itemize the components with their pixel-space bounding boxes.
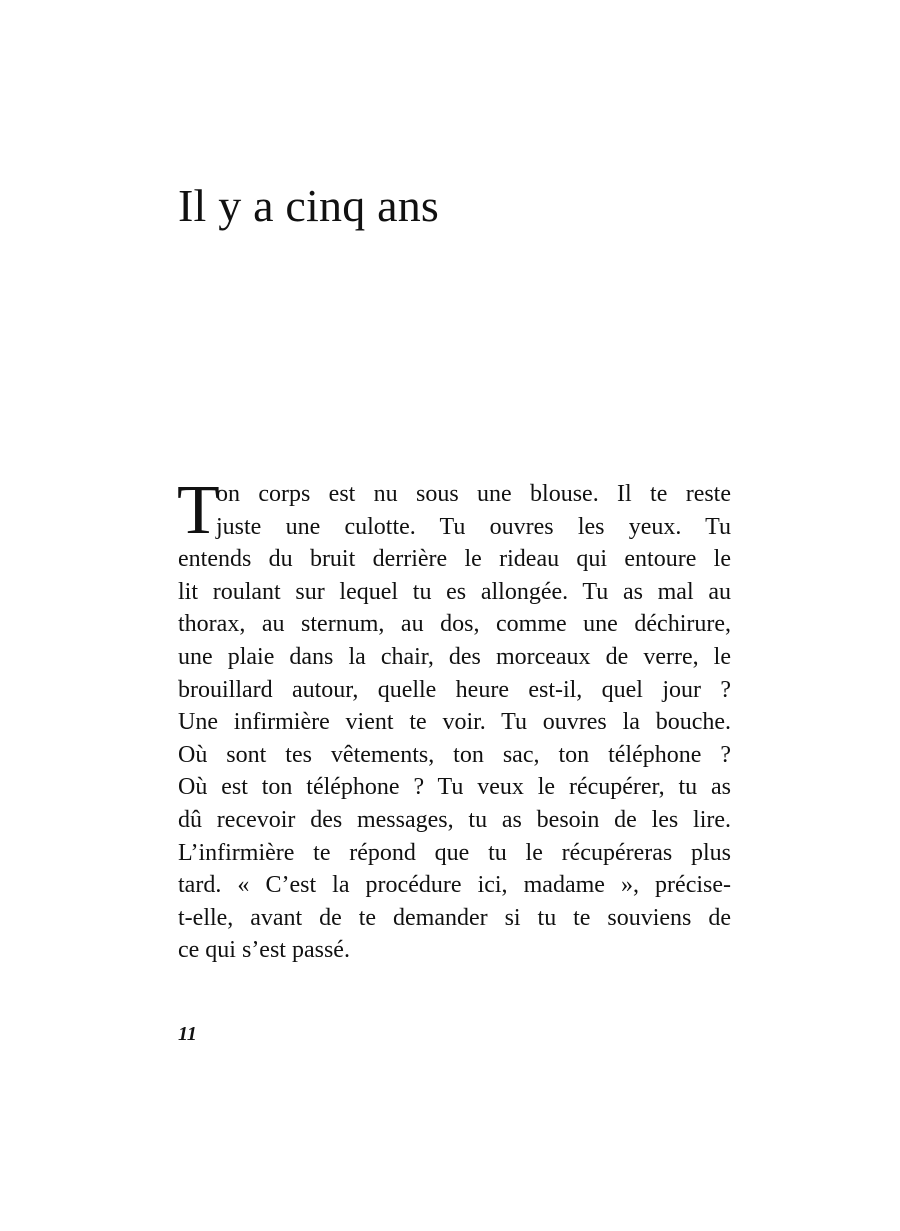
text-line: thorax, au sternum, au dos, comme une déchirure, (178, 611, 731, 638)
text-line: lit roulant sur lequel tu es allongée. Tu as mal au (178, 578, 731, 605)
page-number: 11 (178, 1023, 197, 1045)
text-line: Où est ton téléphone ? Tu veux le récupérer, tu as (178, 774, 731, 801)
text-line: L’infirmière te répond que tu le récupéreras plus (178, 839, 731, 866)
body-text (177, 472, 731, 967)
text-line: juste une culotte. Tu ouvres les yeux. Tu (216, 513, 731, 540)
text-line: on corps est nu sous une blouse. Il te reste (216, 481, 731, 507)
text-line: Où sont tes vêtements, ton sac, ton téléphone ? (178, 741, 731, 768)
text-line: t-elle, avant de te demander si tu te souviens de (178, 904, 731, 931)
text-line: tard. « C’est la procédure ici, madame », précise- (178, 872, 731, 899)
drop-cap-letter: T (177, 472, 220, 549)
text-line: brouillard autour, quelle heure est-il, quel jour ? (178, 676, 731, 703)
text-line: dû recevoir des messages, tu as besoin de les lire. (178, 806, 731, 833)
text-line: Une infirmière vient te voir. Tu ouvres la bouche. (178, 709, 731, 736)
chapter-title: Il y a cinq ans (178, 180, 440, 231)
text-line: entends du bruit derrière le rideau qui entoure le (178, 546, 731, 573)
text-line: une plaie dans la chair, des morceaux de verre, le (178, 643, 731, 670)
text-line: ce qui s’est passé. (178, 937, 350, 964)
